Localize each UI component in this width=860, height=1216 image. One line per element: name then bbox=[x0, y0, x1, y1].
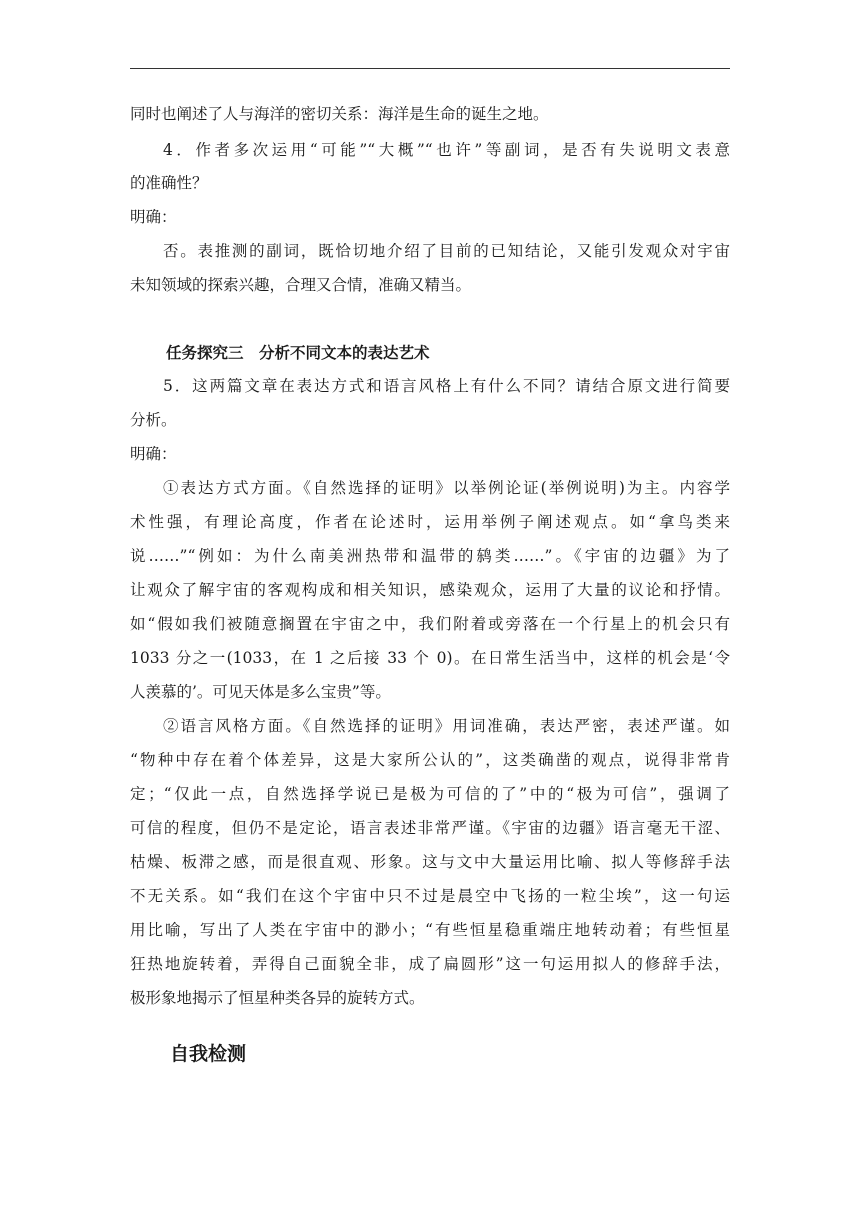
answer-label: 明确： bbox=[130, 208, 177, 226]
task-heading: 任务探究三 分析不同文本的表达艺术 bbox=[166, 343, 430, 362]
answer-line: 人羡慕的’。可见天体是多么宝贵”等。 bbox=[130, 683, 391, 701]
question-4-line: 的准确性？ bbox=[130, 174, 208, 192]
section-title: 自我检测 bbox=[170, 1043, 247, 1065]
answer-line: 可信的程度，但仍不是定论，语言表述非常严谨。《宇宙的边疆》语言毫无干涩、 bbox=[130, 819, 730, 837]
question-5-line: 5．这两篇文章在表达方式和语言风格上有什么不同？请结合原文进行简要 bbox=[163, 377, 730, 395]
answer-label: 明确： bbox=[130, 445, 177, 463]
answer-line: 让观众了解宇宙的客观构成和相关知识，感染观众，运用了大量的议论和抒情。 bbox=[130, 581, 730, 599]
answer-line: 如“假如我们被随意搁置在宇宙之中，我们附着或旁落在一个行星上的机会只有 bbox=[130, 615, 730, 633]
answer-line: 说……”“例如：为什么南美洲热带和温带的鸫类……”。《宇宙的边疆》为了 bbox=[130, 547, 730, 565]
header-rule bbox=[130, 68, 730, 69]
answer-line: 用比喻，写出了人类在宇宙中的渺小；“有些恒星稳重端庄地转动着；有些恒星 bbox=[130, 921, 730, 939]
answer-line: 极形象地揭示了恒星种类各异的旋转方式。 bbox=[130, 989, 425, 1007]
answer-line: 术性强，有理论高度，作者在论述时，运用举例子阐述观点。如“拿鸟类来 bbox=[130, 513, 730, 531]
question-5-line: 分析。 bbox=[130, 411, 177, 429]
answer-line: 否。表推测的副词，既恰切地介绍了目前的已知结论，又能引发观众对宇宙 bbox=[163, 242, 730, 260]
question-4-line: 4．作者多次运用“可能”“大概”“也许”等副词，是否有失说明文表意 bbox=[163, 141, 730, 159]
answer-line: 枯燥、板滞之感，而是很直观、形象。这与文中大量运用比喻、拟人等修辞手法 bbox=[130, 853, 730, 871]
answer-line: 未知领域的探索兴趣，合理又合情，准确又精当。 bbox=[130, 276, 472, 294]
answer-line: 1033 分之一(1033，在 1 之后接 33 个 0)。在日常生活当中，这样的机会是‘令 bbox=[130, 649, 730, 667]
answer-line: “物种中存在着个体差异，这是大家所公认的”，这类确凿的观点，说得非常肯 bbox=[130, 751, 730, 769]
answer-line: 狂热地旋转着，弄得自己面貌全非，成了扁圆形”这一句运用拟人的修辞手法， bbox=[130, 955, 730, 973]
answer-line: 定；“仅此一点，自然选择学说已是极为可信的了”中的“极为可信”，强调了 bbox=[130, 785, 730, 803]
answer-line: 不无关系。如“我们在这个宇宙中只不过是晨空中飞扬的一粒尘埃”，这一句运 bbox=[130, 887, 730, 905]
answer-line: ①表达方式方面。《自然选择的证明》以举例论证(举例说明)为主。内容学 bbox=[163, 479, 730, 497]
answer-line: ②语言风格方面。《自然选择的证明》用词准确，表达严密，表述严谨。如 bbox=[163, 717, 730, 735]
paragraph-line: 同时也阐述了人与海洋的密切关系：海洋是生命的诞生之地。 bbox=[130, 105, 549, 123]
